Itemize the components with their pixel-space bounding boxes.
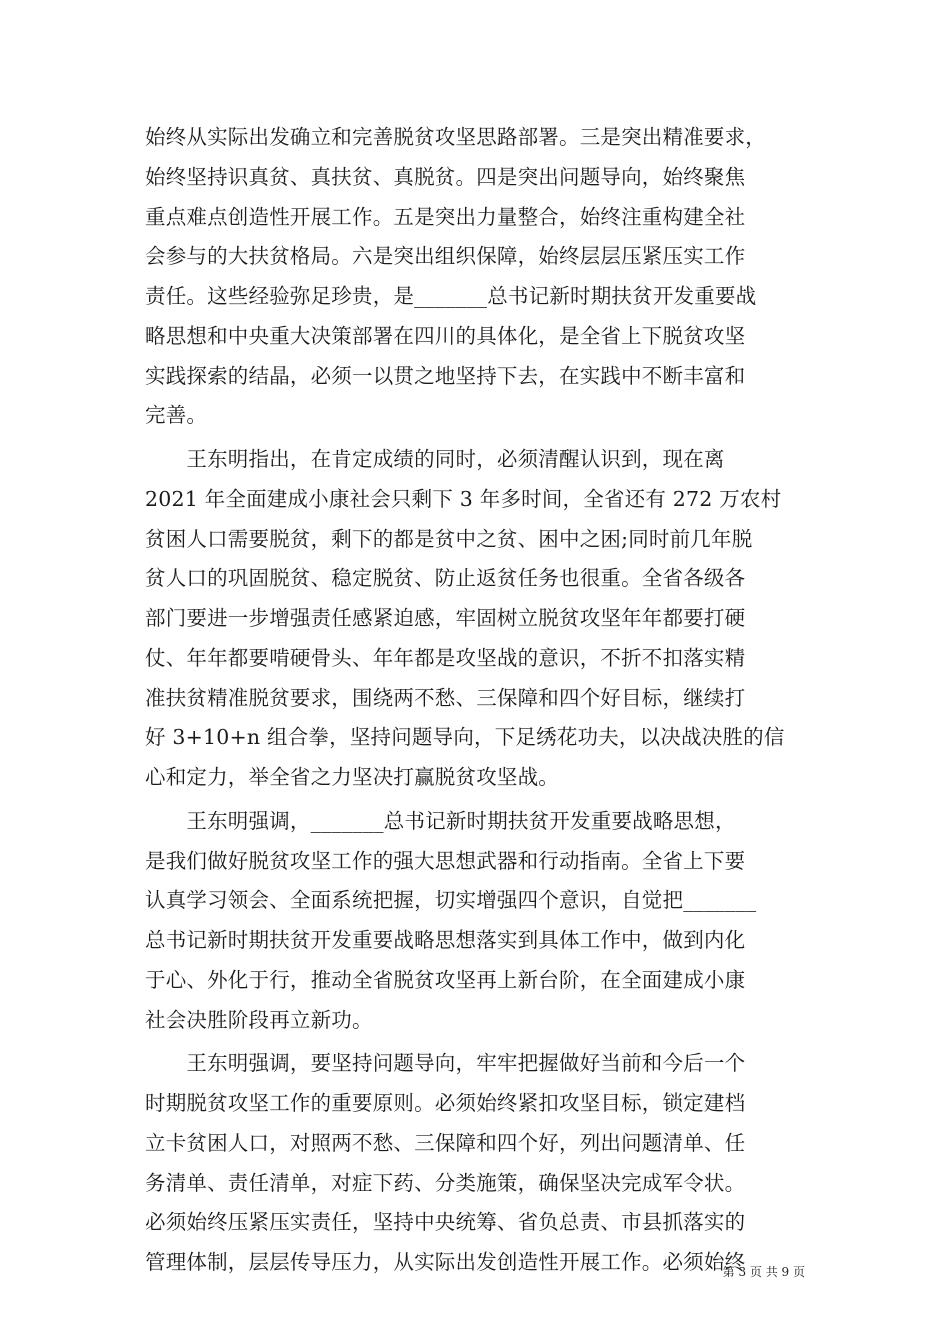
text-line: 于心、外化于行，推动全省脱贫攻坚再上新台阶，在全面建成小康 xyxy=(145,967,746,992)
text-line: 王东明强调，要坚持问题导向，牢牢把握做好当前和今后一个 xyxy=(145,1051,746,1076)
paragraph xyxy=(145,802,810,1041)
text-line: 心和定力，举全省之力坚决打赢脱贫攻坚战。 xyxy=(145,765,559,789)
text-line: 立卡贫困人口，对照两不愁、三保障和四个好，列出问题清单、任 xyxy=(145,1130,746,1155)
text-line: 王东明强调，_______总书记新时期扶贫开发重要战略思想， xyxy=(145,808,736,833)
text-line: 必须始终压紧压实责任，坚持中央统筹、省负总责、市县抓落实的 xyxy=(145,1210,746,1235)
text-line: 是我们做好脱贫攻坚工作的强大思想武器和行动指南。全省上下要 xyxy=(145,848,746,873)
text-line: 总书记新时期扶贫开发重要战略思想落实到具体工作中，做到内化 xyxy=(145,928,746,952)
text-line: 准扶贫精准脱贫要求，围绕两不愁、三保障和四个好目标，继续打 xyxy=(145,685,746,710)
text-line: 实践探索的结晶，必须一以贯之地坚持下去，在实践中不断丰富和 xyxy=(145,363,746,388)
page-footer: 第 3 页 共 9 页 xyxy=(722,1265,805,1279)
text-line: 略思想和中央重大决策部署在四川的具体化，是全省上下脱贫攻坚 xyxy=(145,323,746,348)
text-line: 王东明指出，在肯定成绩的同时，必须清醒认识到，现在离 xyxy=(145,447,725,471)
text-line: 始终从实际出发确立和完善脱贫攻坚思路部署。三是突出精准要求， xyxy=(145,125,766,149)
text-line: 部门要进一步增强责任感紧迫感，牢固树立脱贫攻坚年年都要打硬 xyxy=(145,606,746,630)
paragraph xyxy=(145,1044,810,1283)
text-line: 管理体制，层层传导压力，从实际出发创造性开展工作。必须始终 xyxy=(145,1250,746,1274)
text-line: 重点难点创造性开展工作。五是突出力量整合，始终注重构建全社 xyxy=(145,204,746,229)
paragraph xyxy=(145,118,810,436)
text-line: 责任。这些经验弥足珍贵，是_______总书记新时期扶贫开发重要战 xyxy=(145,284,757,308)
text-line: 贫困人口需要脱贫，剩下的都是贫中之贫、困中之困;同时前几年脱 xyxy=(145,526,753,551)
text-line: 仗、年年都要啃硬骨头、年年都是攻坚战的意识，不折不扣落实精 xyxy=(145,645,746,670)
text-line: 会参与的大扶贫格局。六是突出组织保障，始终层层压紧压实工作 xyxy=(145,244,746,269)
text-line: 贫人口的巩固脱贫、稳定脱贫、防止返贫任务也很重。全省各级各 xyxy=(145,566,746,591)
text-line: 完善。 xyxy=(145,403,208,428)
text-line: 始终坚持识真贫、真扶贫、真脱贫。四是突出问题导向，始终聚焦 xyxy=(145,164,746,189)
text-line: 好 3+10+n 组合拳，坚持问题导向，下足绣花功夫，以决战决胜的信 xyxy=(145,725,785,750)
text-line: 时期脱贫攻坚工作的重要原则。必须始终紧扣攻坚目标，锁定建档 xyxy=(145,1091,746,1115)
text-line: 认真学习领会、全面系统把握，切实增强四个意识，自觉把_______ xyxy=(145,888,757,913)
text-line: 2021 年全面建成小康社会只剩下 3 年多时间，全省还有 272 万农村 xyxy=(145,486,782,511)
text-line: 社会决胜阶段再立新功。 xyxy=(145,1007,373,1032)
document-body xyxy=(145,118,810,1287)
paragraph xyxy=(145,440,810,798)
text-line: 务清单、责任清单，对症下药、分类施策，确保坚决完成军令状。 xyxy=(145,1170,746,1195)
